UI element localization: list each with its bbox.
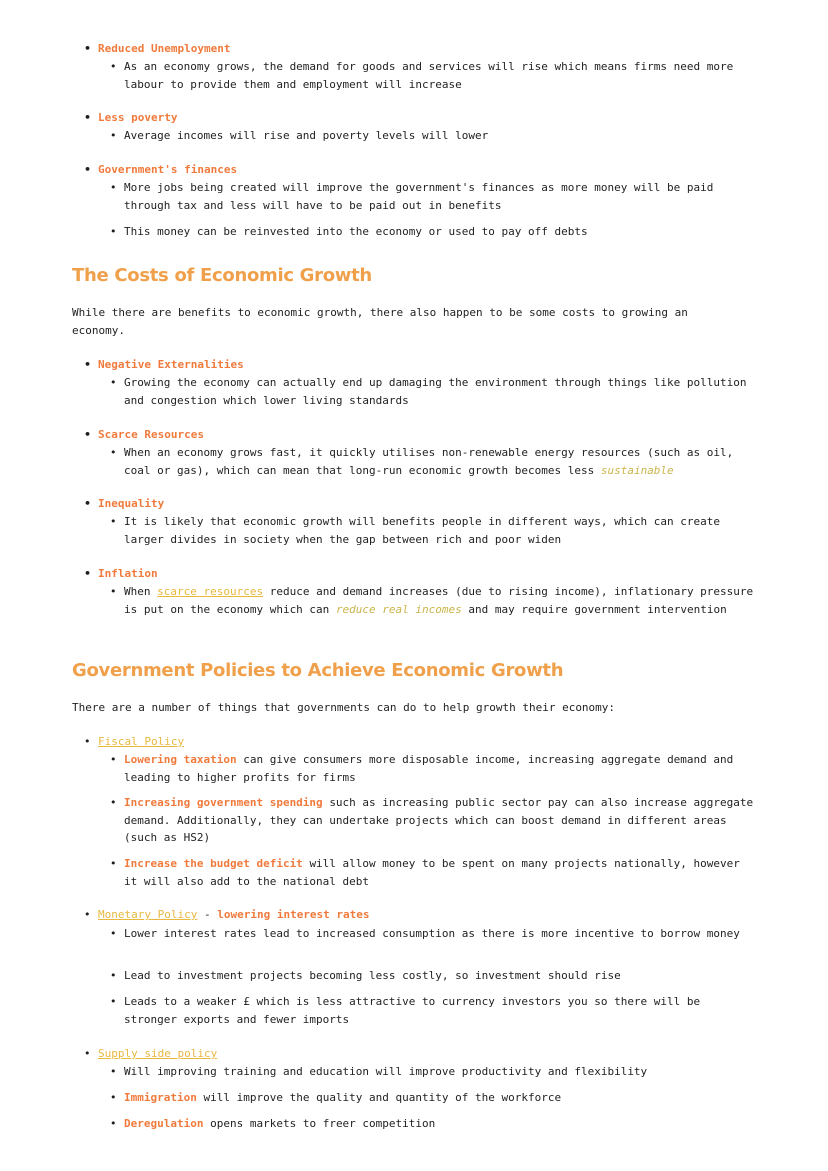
bullet-lowering-taxation: • Lowering taxation can give consumers more disposable income, increasing aggregate demand and leading to higher profits for firms	[124, 751, 754, 786]
bullet-less-poverty: • Less poverty	[98, 109, 177, 126]
bullet-scarce-resources: • Scarce Resources	[98, 426, 204, 443]
bullet-finances-detail-1: • More jobs being created will improve the government's finances as more money will be paid through tax and less will have to be paid out in benefits	[124, 179, 754, 214]
bullet-inflation-detail: • When scarce resources reduce and demand increases (due to rising income), inflationary pressure is put on the economy which can reduce real incomes and may require government intervention	[124, 583, 754, 618]
bullet-negative-externalities: • Negative Externalities	[98, 356, 244, 373]
policies-intro: There are a number of things that governments can do to help growth their economy:	[72, 701, 616, 714]
monetary-policy-link[interactable]: Monetary Policy	[98, 908, 198, 921]
bullet-monetary-detail-3: • Leads to a weaker £ which is less attractive to currency investors you so there will be stronger exports and fewer imports	[124, 993, 754, 1028]
scarce-resources-link[interactable]: scarce resources	[157, 585, 264, 598]
bullet-finances-detail-2: • This money can be reinvested into the economy or used to pay off debts	[124, 223, 754, 241]
bullet-externalities-detail: • Growing the economy can actually end up damaging the environment through things like pollution and congestion which lower living standards	[124, 374, 754, 409]
bullet-supply-side-policy	[98, 1045, 217, 1062]
supply-side-policy-link[interactable]: Supply side policy	[98, 1047, 218, 1060]
bullet-resources-detail: • When an economy grows fast, it quickly utilises non-renewable energy resources (such as oil, coal or gas), which can mean that long-run economic growth becomes less sustainable	[124, 444, 754, 479]
bullet-budget-deficit: • Increase the budget deficit will allow money to be spent on many projects nationally, however it will also add to the national debt	[124, 855, 754, 890]
bullet-unemployment-detail: • As an economy grows, the demand for goods and services will rise which means firms need more labour to provide them and employment will increase	[124, 58, 754, 93]
bullet-poverty-detail: • Average incomes will rise and poverty levels will lower	[124, 127, 754, 145]
bullet-monetary-policy: • Monetary Policy - lowering interest rates	[98, 906, 370, 923]
sustainable-link[interactable]: sustainable	[600, 463, 674, 477]
bullet-inflation: • Inflation	[98, 565, 158, 582]
costs-heading: The Costs of Economic Growth	[72, 265, 372, 286]
bullet-government-finances: • Government's finances	[98, 161, 237, 178]
bullet-immigration: • Immigration will improve the quality and quantity of the workforce	[124, 1089, 754, 1107]
costs-intro: While there are benefits to economic growth, there also happen to be some costs to growing an economy.	[72, 306, 688, 337]
bullet-supply-detail-1: • Will improving training and education will improve productivity and flexibility	[124, 1063, 754, 1081]
bullet-reduced-unemployment: • Reduced Unemployment	[98, 40, 230, 57]
bullet-fiscal-policy	[98, 733, 184, 750]
bullet-deregulation: • Deregulation opens markets to freer competition	[124, 1115, 754, 1133]
policies-heading: Government Policies to Achieve Economic Growth	[72, 660, 564, 681]
bullet-inequality-detail: • It is likely that economic growth will benefits people in different ways, which can create larger divides in society when the gap between rich and poor widen	[124, 513, 754, 548]
bullet-monetary-detail-2: • Lead to investment projects becoming less costly, so investment should rise	[124, 967, 754, 985]
bullet-government-spending: • Increasing government spending such as increasing public sector pay can also increase aggregate demand. Additionally, they can undertake projects which can boost demand in different areas (such as HS2)	[124, 794, 754, 847]
bullet-inequality: • Inequality	[98, 495, 164, 512]
bullet-monetary-detail-1: • Lower interest rates lead to increased consumption as there is more incentive to borrow money	[124, 925, 754, 943]
reduce-real-incomes-link[interactable]: reduce real incomes	[335, 602, 462, 616]
fiscal-policy-link[interactable]: Fiscal Policy	[98, 735, 185, 748]
